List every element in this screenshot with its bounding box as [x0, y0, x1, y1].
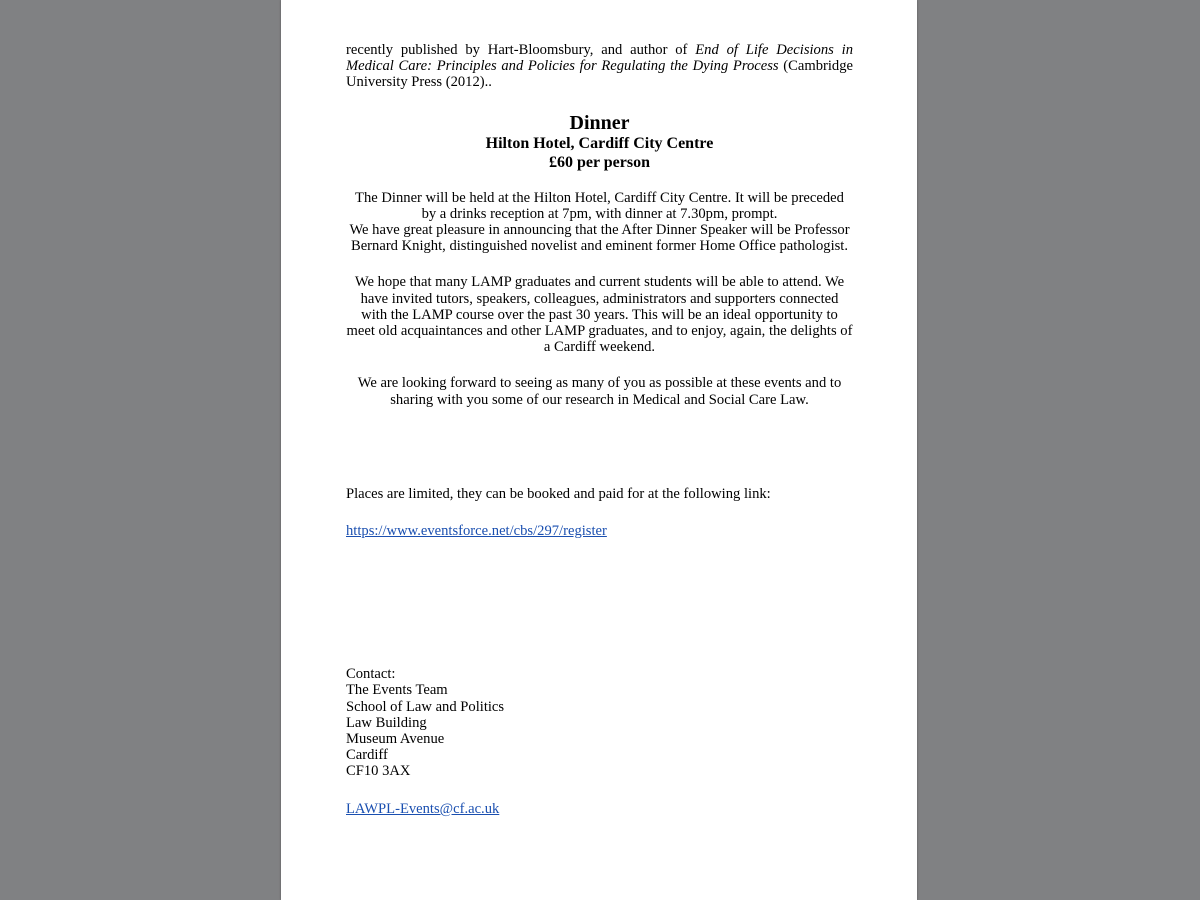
booking-link[interactable]: https://www.eventsforce.net/cbs/297/register	[346, 523, 607, 540]
booking-text: Places are limited, they can be booked and paid for at the following link:	[346, 485, 771, 502]
dinner-title: Dinner	[569, 111, 630, 134]
contact-label: Contact:	[346, 666, 396, 683]
looking-forward-paragraph: We are looking forward to seeing as many of you as possible at these events and to sharing with you some of our research in Medical and Social Care Law.	[357, 375, 842, 408]
page-content	[346, 42, 853, 817]
dinner-venue: Hilton Hotel, Cardiff City Centre	[485, 134, 714, 152]
document-page	[281, 0, 917, 900]
contact-line: The Events Team	[346, 682, 448, 699]
contact-line: Law Building	[346, 714, 427, 731]
intro-text-after: (Cambridge University Press (2012)..	[346, 58, 853, 91]
contact-line: School of Law and Politics	[346, 698, 505, 715]
contact-email-link[interactable]: LAWPL-Events@cf.ac.uk	[346, 800, 500, 817]
contact-line: Museum Avenue	[346, 731, 445, 748]
dinner-price: £60 per person	[548, 153, 651, 171]
contact-block	[346, 666, 853, 779]
reception-paragraph: The Dinner will be held at the Hilton Hotel, Cardiff City Centre. It will be preceded by a drinks reception at 7pm, with dinner at 7.30pm, prompt.	[355, 189, 844, 222]
intro-paragraph	[346, 42, 853, 91]
contact-line: CF10 3AX	[346, 763, 411, 780]
contact-line: Cardiff	[346, 747, 388, 764]
speaker-paragraph: We have great pleasure in announcing that the After Dinner Speaker will be Professor Bernard Knight, distinguished novelist and eminent former Home Office pathologist.	[349, 222, 850, 255]
intro-text-before: recently published by Hart-Bloomsbury, and author of	[346, 42, 696, 58]
graduates-paragraph: We hope that many LAMP graduates and current students will be able to attend. We have invited tutors, speakers, colleagues, administrators and supporters connected with the LAMP course over the past 30 years. This will be an ideal opportunity to meet old acquaintances and other LAMP graduates, and to enjoy, again, the delights of a Cardiff weekend.	[346, 274, 853, 356]
book-title: End of Life Decisions in Medical Care: Principles and Policies for Regulating the Dying Process	[346, 42, 853, 75]
